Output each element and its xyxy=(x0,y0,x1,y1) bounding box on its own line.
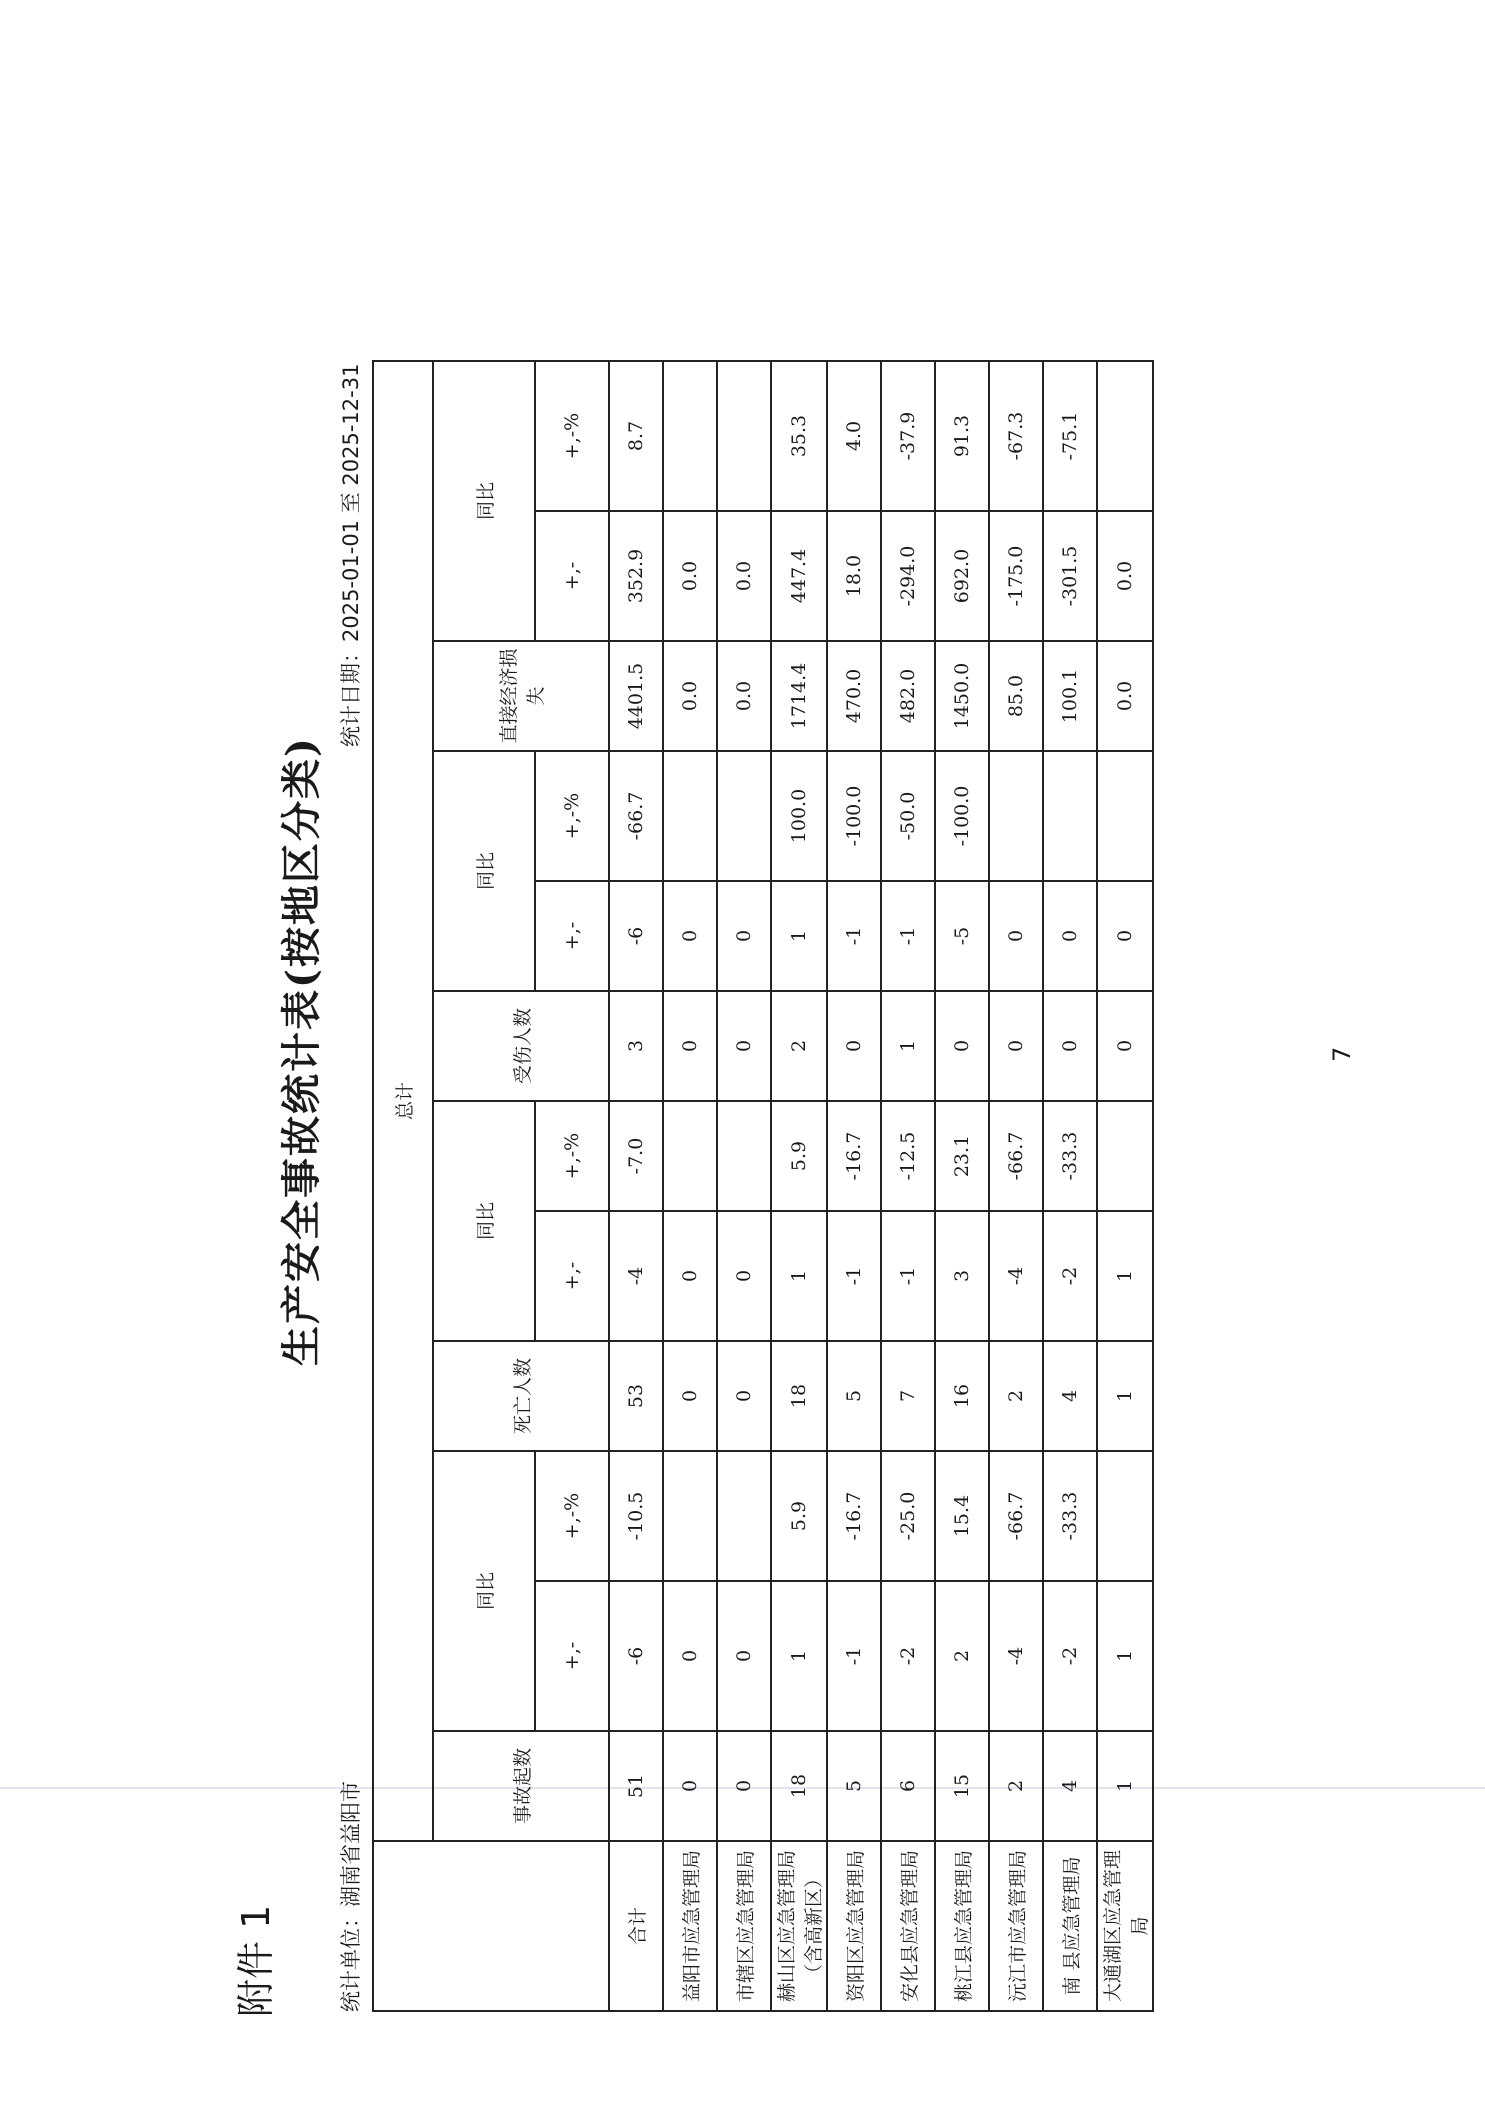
table-row xyxy=(1097,361,1153,2011)
deaths-cell: 53 xyxy=(609,1341,663,1451)
deaths-pct-cell: -66.7 xyxy=(989,1101,1043,1211)
injuries-cell: 0 xyxy=(935,991,989,1101)
deaths-diff-header: +,- xyxy=(535,1211,609,1341)
accidents-diff-cell: 1 xyxy=(1097,1581,1153,1731)
deaths-cell: 0 xyxy=(663,1341,717,1451)
deaths-header: 死亡人数 xyxy=(433,1341,609,1451)
deaths-pct-cell: -7.0 xyxy=(609,1101,663,1211)
loss-cell: 4401.5 xyxy=(609,641,663,751)
deaths-pct-cell: -12.5 xyxy=(881,1101,935,1211)
deaths-cell: 16 xyxy=(935,1341,989,1451)
accidents-diff-cell: -2 xyxy=(881,1581,935,1731)
region-cell: 大通湖区应急管理局 xyxy=(1097,1841,1153,2011)
page-number: 7 xyxy=(1328,1046,1356,1062)
injuries-pct-cell xyxy=(663,751,717,881)
injuries-cell: 2 xyxy=(771,991,827,1101)
accidents-header: 事故起数 xyxy=(433,1731,609,1841)
page-title: 生产安全事故统计表(按地区分类) xyxy=(278,736,325,1366)
region-cell: 沅江市应急管理局 xyxy=(989,1841,1043,2011)
region-header-cell xyxy=(373,1841,609,2011)
accidents-pct-cell: -10.5 xyxy=(609,1451,663,1581)
table-row xyxy=(989,361,1043,2011)
deaths-cell: 2 xyxy=(989,1341,1043,1451)
accidents-cell: 0 xyxy=(717,1731,771,1841)
loss-diff-cell: 0.0 xyxy=(1097,511,1153,641)
deaths-diff-cell: 0 xyxy=(663,1211,717,1341)
deaths-cell: 18 xyxy=(771,1341,827,1451)
deaths-pct-cell xyxy=(717,1101,771,1211)
injuries-cell: 3 xyxy=(609,991,663,1101)
deaths-pct-cell xyxy=(1097,1101,1153,1211)
loss-pct-cell xyxy=(1097,361,1153,511)
loss-header: 直接经济损失 xyxy=(433,641,609,751)
loss-pct-cell: 4.0 xyxy=(827,361,881,511)
accidents-pct-cell: -16.7 xyxy=(827,1451,881,1581)
deaths-yoy-header: 同比 xyxy=(433,1101,535,1341)
injuries-pct-cell xyxy=(989,751,1043,881)
deaths-diff-cell: 0 xyxy=(717,1211,771,1341)
deaths-pct-cell: -33.3 xyxy=(1043,1101,1097,1211)
accidents-yoy-header: 同比 xyxy=(433,1451,535,1731)
deaths-diff-cell: 1 xyxy=(771,1211,827,1341)
loss-pct-cell: -75.1 xyxy=(1043,361,1097,511)
accidents-diff-cell: 1 xyxy=(771,1581,827,1731)
accidents-cell: 2 xyxy=(989,1731,1043,1841)
accidents-pct-cell: -25.0 xyxy=(881,1451,935,1581)
injuries-pct-cell: -100.0 xyxy=(935,751,989,881)
deaths-diff-cell: -4 xyxy=(989,1211,1043,1341)
loss-diff-cell: 692.0 xyxy=(935,511,989,641)
loss-cell: 100.1 xyxy=(1043,641,1097,751)
injuries-cell: 0 xyxy=(827,991,881,1101)
region-cell: 安化县应急管理局 xyxy=(881,1841,935,2011)
injuries-pct-cell: -66.7 xyxy=(609,751,663,881)
accidents-pct-cell xyxy=(663,1451,717,1581)
accidents-pct-cell: -33.3 xyxy=(1043,1451,1097,1581)
deaths-cell: 0 xyxy=(717,1341,771,1451)
region-cell: 南 县应急管理局 xyxy=(1043,1841,1097,2011)
injuries-cell: 0 xyxy=(1043,991,1097,1101)
accident-statistics-table xyxy=(372,360,1154,2012)
loss-pct-cell: 8.7 xyxy=(609,361,663,511)
injuries-diff-cell: 0 xyxy=(989,881,1043,991)
injuries-diff-cell: 0 xyxy=(717,881,771,991)
region-cell: 赫山区应急管理局（含高新区） xyxy=(771,1841,827,2011)
accidents-diff-cell: -4 xyxy=(989,1581,1043,1731)
loss-pct-cell xyxy=(663,361,717,511)
region-cell: 资阳区应急管理局 xyxy=(827,1841,881,2011)
deaths-cell: 5 xyxy=(827,1341,881,1451)
loss-diff-cell: 18.0 xyxy=(827,511,881,641)
table-row xyxy=(609,361,663,2011)
injuries-diff-cell: -1 xyxy=(881,881,935,991)
loss-pct-header: +,-% xyxy=(535,361,609,511)
table-row xyxy=(827,361,881,2011)
group-header: 总计 xyxy=(373,361,433,1841)
accidents-cell: 4 xyxy=(1043,1731,1097,1841)
loss-cell: 85.0 xyxy=(989,641,1043,751)
loss-diff-cell: -301.5 xyxy=(1043,511,1097,641)
table-row xyxy=(935,361,989,2011)
loss-diff-cell: -294.0 xyxy=(881,511,935,641)
accidents-pct-cell xyxy=(717,1451,771,1581)
deaths-diff-cell: -1 xyxy=(827,1211,881,1341)
region-cell: 市辖区应急管理局 xyxy=(717,1841,771,2011)
accidents-cell: 18 xyxy=(771,1731,827,1841)
deaths-diff-cell: -2 xyxy=(1043,1211,1097,1341)
deaths-diff-cell: 3 xyxy=(935,1211,989,1341)
region-cell: 合计 xyxy=(609,1841,663,2011)
deaths-diff-cell: -4 xyxy=(609,1211,663,1341)
injuries-diff-cell: 0 xyxy=(1043,881,1097,991)
accidents-diff-header: +,- xyxy=(535,1581,609,1731)
accidents-diff-cell: 2 xyxy=(935,1581,989,1731)
loss-diff-cell: 0.0 xyxy=(717,511,771,641)
injuries-cell: 0 xyxy=(989,991,1043,1101)
accidents-pct-cell: 15.4 xyxy=(935,1451,989,1581)
accidents-cell: 15 xyxy=(935,1731,989,1841)
injuries-diff-cell: -1 xyxy=(827,881,881,991)
loss-diff-cell: 352.9 xyxy=(609,511,663,641)
table-row xyxy=(717,361,771,2011)
accidents-cell: 0 xyxy=(663,1731,717,1841)
injuries-cell: 0 xyxy=(663,991,717,1101)
injuries-diff-cell: 0 xyxy=(663,881,717,991)
deaths-cell: 4 xyxy=(1043,1341,1097,1451)
accidents-pct-cell xyxy=(1097,1451,1153,1581)
loss-cell: 470.0 xyxy=(827,641,881,751)
injuries-diff-cell: -6 xyxy=(609,881,663,991)
deaths-pct-header: +,-% xyxy=(535,1101,609,1211)
accidents-diff-cell: -1 xyxy=(827,1581,881,1731)
loss-diff-cell: -175.0 xyxy=(989,511,1043,641)
accidents-diff-cell: 0 xyxy=(717,1581,771,1731)
table-row xyxy=(881,361,935,2011)
table-row xyxy=(663,361,717,2011)
injuries-cell: 0 xyxy=(717,991,771,1101)
loss-yoy-header: 同比 xyxy=(433,361,535,641)
loss-pct-cell: 35.3 xyxy=(771,361,827,511)
injuries-pct-cell xyxy=(717,751,771,881)
injuries-pct-cell: -50.0 xyxy=(881,751,935,881)
loss-cell: 0.0 xyxy=(717,641,771,751)
accidents-pct-cell: -66.7 xyxy=(989,1451,1043,1581)
deaths-cell: 7 xyxy=(881,1341,935,1451)
injuries-pct-cell xyxy=(1043,751,1097,881)
accidents-cell: 5 xyxy=(827,1731,881,1841)
accidents-cell: 6 xyxy=(881,1731,935,1841)
deaths-pct-cell: 23.1 xyxy=(935,1101,989,1211)
injuries-yoy-header: 同比 xyxy=(433,751,535,991)
injuries-header: 受伤人数 xyxy=(433,991,609,1101)
injuries-diff-cell: -5 xyxy=(935,881,989,991)
injuries-pct-header: +,-% xyxy=(535,751,609,881)
deaths-pct-cell: -16.7 xyxy=(827,1101,881,1211)
table-row xyxy=(771,361,827,2011)
loss-cell: 0.0 xyxy=(1097,641,1153,751)
deaths-pct-cell: 5.9 xyxy=(771,1101,827,1211)
region-cell: 益阳市应急管理局 xyxy=(663,1841,717,2011)
loss-cell: 0.0 xyxy=(663,641,717,751)
accidents-diff-cell: -6 xyxy=(609,1581,663,1731)
loss-cell: 1714.4 xyxy=(771,641,827,751)
loss-diff-cell: 0.0 xyxy=(663,511,717,641)
loss-pct-cell: -37.9 xyxy=(881,361,935,511)
loss-pct-cell: 91.3 xyxy=(935,361,989,511)
loss-diff-cell: 447.4 xyxy=(771,511,827,641)
accidents-pct-cell: 5.9 xyxy=(771,1451,827,1581)
deaths-cell: 1 xyxy=(1097,1341,1153,1451)
accidents-cell: 1 xyxy=(1097,1731,1153,1841)
attachment-label: 附件 1 xyxy=(234,1904,278,2017)
injuries-pct-cell xyxy=(1097,751,1153,881)
injuries-pct-cell: -100.0 xyxy=(827,751,881,881)
region-cell: 桃江县应急管理局 xyxy=(935,1841,989,2011)
injuries-cell: 1 xyxy=(881,991,935,1101)
loss-cell: 482.0 xyxy=(881,641,935,751)
injuries-pct-cell: 100.0 xyxy=(771,751,827,881)
injuries-diff-header: +,- xyxy=(535,881,609,991)
deaths-pct-cell xyxy=(663,1101,717,1211)
loss-cell: 1450.0 xyxy=(935,641,989,751)
injuries-diff-cell: 1 xyxy=(771,881,827,991)
injuries-diff-cell: 0 xyxy=(1097,881,1153,991)
statistics-date-range: 统计日期：2025-01-01 至 2025-12-31 xyxy=(339,363,363,747)
accidents-diff-cell: 0 xyxy=(663,1581,717,1731)
loss-diff-header: +,- xyxy=(535,511,609,641)
accidents-diff-cell: -2 xyxy=(1043,1581,1097,1731)
deaths-diff-cell: 1 xyxy=(1097,1211,1153,1341)
statistics-unit: 统计单位：湖南省益阳市 xyxy=(339,1781,363,2012)
loss-pct-cell xyxy=(717,361,771,511)
accidents-pct-header: +,-% xyxy=(535,1451,609,1581)
accidents-cell: 51 xyxy=(609,1731,663,1841)
table-row xyxy=(1043,361,1097,2011)
deaths-diff-cell: -1 xyxy=(881,1211,935,1341)
loss-pct-cell: -67.3 xyxy=(989,361,1043,511)
injuries-cell: 0 xyxy=(1097,991,1153,1101)
